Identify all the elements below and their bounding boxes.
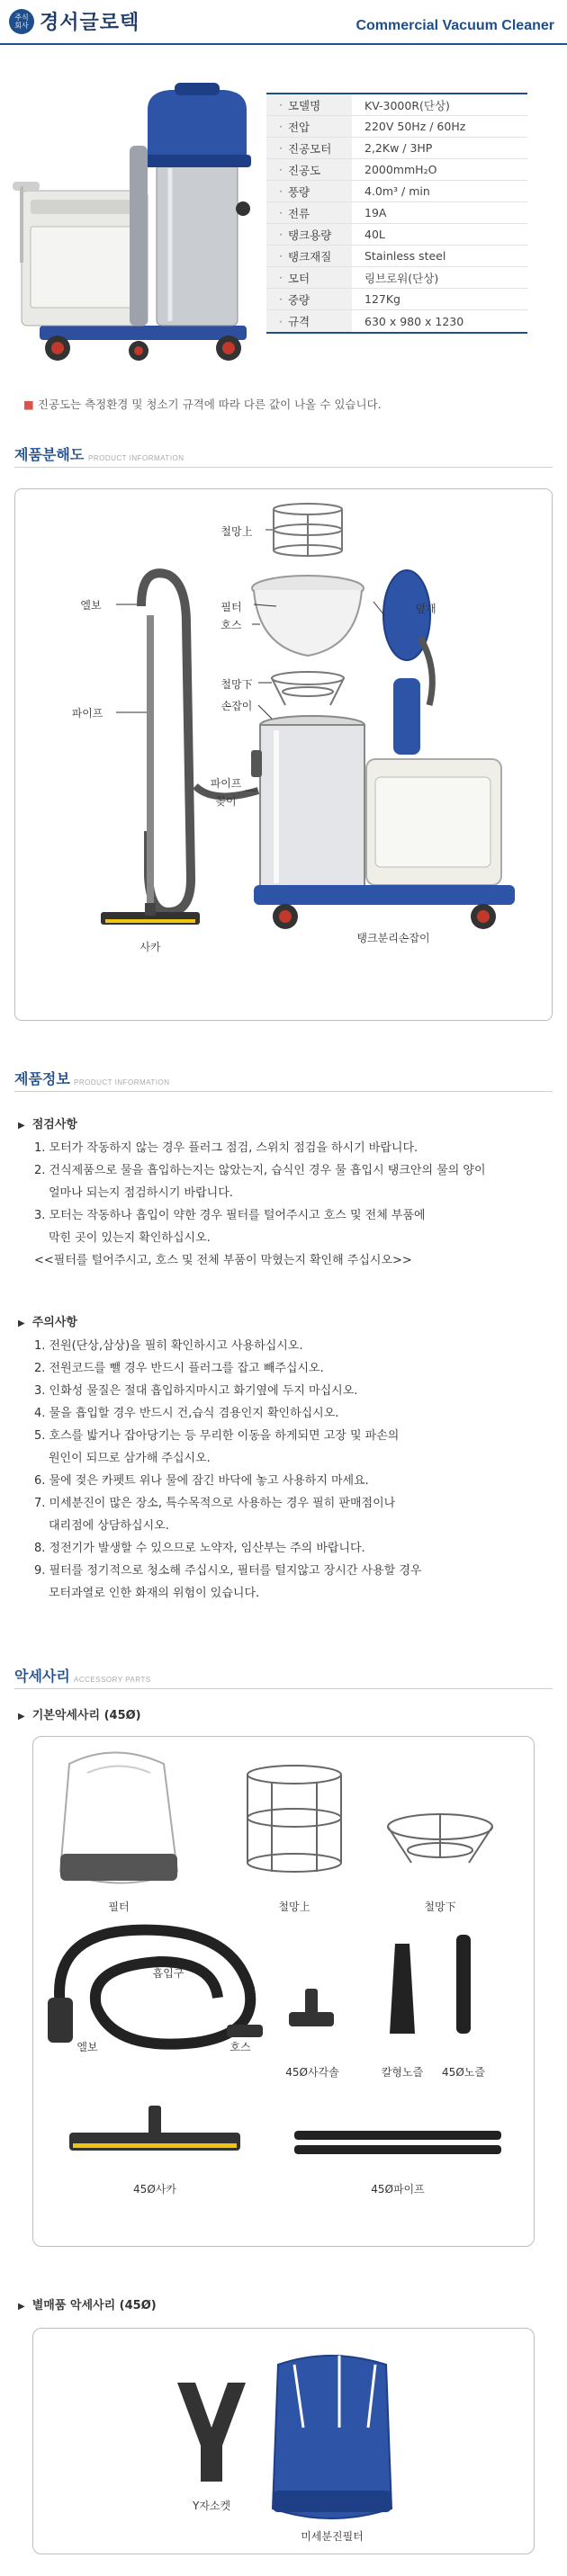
parts-section-sub: PRODUCT INFORMATION	[88, 454, 184, 462]
acc-label-knife-nozzle: 칼형노즐	[381, 2066, 424, 2079]
hose-coil-drawing	[48, 1930, 263, 2044]
list-item: 얼마나 되는지 점검하시기 바랍니다.	[49, 1186, 233, 1200]
spec-note-text: 진공도는 측정환경 및 청소기 규격에 따라 다른 값이 나올 수 있습니다.	[37, 398, 382, 411]
basic-acc-box	[32, 1736, 535, 2247]
caution-title: 주의사항	[32, 1316, 77, 1329]
check-title: 점검사항	[32, 1118, 77, 1131]
acc-label-filter: 필터	[108, 1901, 130, 1913]
label-top-cage: 철망上	[220, 525, 253, 538]
header-subtitle: Commercial Vacuum Cleaner	[356, 18, 554, 33]
y-socket-drawing	[177, 2383, 246, 2482]
list-item: 3. 인화성 물질은 절대 흡입하지마시고 화기옆에 두지 마십시오.	[34, 1384, 358, 1398]
label-elbow: 엘보	[80, 599, 102, 612]
list-item: 7. 미세분진이 많은 장소, 특수목적으로 사용하는 경우 필히 판매점이나	[34, 1497, 396, 1510]
spec-key: · 모터	[266, 267, 352, 288]
spec-value: 4.0m³ / min	[364, 184, 430, 198]
spec-row	[266, 94, 527, 116]
list-item: 1. 모터가 작동하지 않는 경우 플러그 점검, 스위치 점검을 하시기 바랍니다.	[34, 1141, 418, 1155]
list-item: 2. 전원코드를 뺄 경우 반드시 플러그를 잡고 빼주십시오.	[34, 1362, 324, 1375]
motor-box-drawing	[366, 759, 501, 885]
spec-value: 630 x 980 x 1230	[364, 314, 464, 328]
arrow-right-icon: ▶	[18, 1319, 25, 1328]
spec-key: · 전압	[266, 116, 352, 137]
spec-key: · 규격	[266, 310, 352, 332]
spec-row	[266, 310, 527, 332]
note-bullet-icon: ■	[23, 398, 34, 411]
basic-acc-title: 기본악세사리 (45Ø)	[32, 1709, 141, 1722]
company-name: 경서글로텍	[40, 12, 140, 34]
arrow-right-icon: ▶	[18, 1712, 25, 1722]
list-item: 대리점에 상담하십시오.	[49, 1519, 169, 1533]
spec-row	[266, 267, 527, 289]
label-handle: 손잡이	[220, 700, 253, 712]
spec-row	[266, 202, 527, 224]
spec-value: 2,2Kw / 3HP	[364, 141, 433, 155]
acc-label-fine-filter: 미세분진필터	[301, 2530, 364, 2543]
acc-label-pipe: 45Ø파이프	[371, 2183, 425, 2196]
label-bottom-cage: 철망下	[220, 678, 253, 691]
spec-row	[266, 224, 527, 246]
acc-section-title: 악세사리	[14, 1668, 70, 1685]
extra-acc-box	[32, 2328, 535, 2554]
list-item: 3. 모터는 작동하나 흡입이 약한 경우 필터를 털어주시고 호스 및 전체 부품에	[34, 1209, 426, 1222]
exploded-diagram	[14, 488, 553, 1021]
info-section-title: 제품정보	[14, 1070, 70, 1087]
list-item: 1. 전원(단상,삼상)을 필히 확인하시고 사용하십시오.	[34, 1339, 303, 1353]
spec-key: · 진공모터	[266, 138, 352, 158]
base-drawing	[254, 885, 515, 905]
caution-items	[34, 1335, 549, 1605]
exploded-diagram-svg	[15, 489, 554, 1022]
list-item: 막힌 곳이 있는지 확인하십시오.	[49, 1231, 211, 1245]
spec-row	[266, 246, 527, 267]
acc-label-bottom-cage: 철망下	[424, 1901, 456, 1913]
info-section-header	[14, 1069, 553, 1092]
spec-value: 127Kg	[364, 292, 400, 306]
label-pipe-inlet-1: 파이프	[210, 777, 242, 790]
check-items	[34, 1137, 549, 1272]
filter-bowl-drawing	[252, 576, 364, 656]
list-item: 9. 필터를 정기적으로 청소해 주십시오, 필터를 털지않고 장시간 사용할 경우	[34, 1564, 422, 1578]
spec-table	[266, 93, 527, 334]
acc-label-y-socket: Y자소켓	[192, 2500, 231, 2512]
product-base	[40, 326, 247, 340]
parts-section-header	[14, 444, 553, 468]
list-item: 6. 물에 젖은 카펫트 위나 물에 잠긴 바닥에 놓고 사용하지 마세요.	[34, 1474, 369, 1488]
list-item: 8. 정전기가 발생할 수 있으므로 노약자, 임산부는 주의 바랍니다.	[34, 1542, 365, 1555]
floor-nozzle-drawing	[69, 2106, 240, 2151]
acc-label-elbow: 엘보	[76, 2041, 98, 2053]
spec-key: · 진공도	[266, 159, 352, 180]
logo-badge-line2: 회사	[14, 21, 29, 30]
logo-badge-line1: 주식	[14, 13, 29, 22]
arrow-right-icon: ▶	[18, 2302, 25, 2312]
spec-key: · 중량	[266, 289, 352, 309]
spec-key: · 탱크용량	[266, 224, 352, 245]
list-item: 5. 호스를 밟거나 잡아당기는 등 무리한 이동을 하게되면 고장 및 파손의	[34, 1429, 400, 1443]
label-pipe: 파이프	[71, 707, 104, 720]
caution-list	[18, 1311, 549, 1605]
label-nozzle: 사카	[140, 941, 161, 953]
list-item: 모터과열로 인한 화재의 위험이 있습니다.	[49, 1587, 260, 1600]
spec-row	[266, 181, 527, 202]
top-cage-drawing	[274, 504, 342, 556]
spec-note	[23, 396, 382, 412]
bottom-cage-acc-drawing	[388, 1814, 492, 1863]
acc-label-nozzle: 45Ø노즐	[442, 2066, 485, 2079]
label-filter: 필터	[220, 601, 242, 613]
blue-hood	[148, 90, 247, 164]
acc-section-header	[14, 1666, 553, 1689]
company-logo	[9, 7, 140, 35]
basic-acc-header	[18, 1705, 141, 1722]
extra-acc-svg	[33, 2329, 536, 2555]
tank-drawing	[251, 716, 364, 887]
acc-label-floor-nozzle: 45Ø사카	[133, 2183, 176, 2196]
list-item: 2. 건식제품으로 물을 흡입하는지는 않았는지, 습식인 경우 물 흡입시 탱크안의 물의 양이	[34, 1164, 486, 1177]
page-header	[0, 0, 567, 45]
acc-section-sub: ACCESSORY PARTS	[74, 1676, 151, 1684]
acc-label-top-cage: 철망上	[278, 1901, 310, 1913]
spec-value: 19A	[364, 206, 387, 219]
info-section-sub: PRODUCT INFORMATION	[74, 1078, 170, 1087]
label-tank-handle: 탱크분리손잡이	[356, 932, 430, 944]
pipe-drawing	[294, 2131, 501, 2154]
filter-bag-drawing	[60, 1753, 177, 1883]
acc-label-square-brush: 45Ø사각솔	[285, 2066, 339, 2079]
extra-acc-header	[18, 2295, 157, 2312]
spec-value: 220V 50Hz / 60Hz	[364, 120, 466, 133]
spec-key: · 전류	[266, 202, 352, 223]
check-list	[18, 1114, 549, 1272]
spec-value: KV-3000R(단상)	[364, 98, 450, 112]
acc-label-hose: 호스	[230, 2041, 251, 2053]
label-hose: 호스	[220, 619, 242, 631]
knife-nozzle-drawing	[390, 1944, 415, 2034]
arrow-right-icon: ▶	[18, 1121, 25, 1131]
list-item: 원인이 되므로 삼가해 주십시오.	[49, 1452, 211, 1465]
spec-value: Stainless steel	[364, 249, 446, 263]
list-item: <<필터를 털어주시고, 호스 및 전체 부품이 막혔는지 확인해 주십시오>>	[34, 1254, 412, 1267]
spec-value: 링브로워(단상)	[364, 271, 439, 285]
spec-row	[266, 138, 527, 159]
fine-filter-drawing	[273, 2356, 392, 2518]
basic-acc-svg	[33, 1737, 536, 2248]
extra-acc-title: 별매품 악세사리 (45Ø)	[32, 2299, 157, 2312]
parts-section-title: 제품분해도	[14, 446, 85, 463]
square-brush-drawing	[289, 1989, 334, 2026]
bottom-cage-drawing	[272, 672, 344, 705]
spec-key: · 탱크재질	[266, 246, 352, 266]
spec-key: · 모델명	[266, 94, 352, 115]
spec-key: · 풍량	[266, 181, 352, 201]
label-pipe-inlet-2: 꽂이	[215, 795, 237, 808]
top-cage-acc-drawing	[248, 1766, 341, 1872]
round-nozzle-drawing	[456, 1935, 471, 2034]
product-photo	[13, 56, 256, 375]
spec-row	[266, 116, 527, 138]
spec-row	[266, 159, 527, 181]
spec-row	[266, 289, 527, 310]
logo-badge	[9, 9, 34, 34]
acc-label-inlet: 흡입구	[152, 1967, 184, 1980]
spec-value: 2000mmH₂O	[364, 163, 437, 176]
label-lid: 덮개	[415, 603, 436, 615]
lid-drawing	[383, 570, 432, 755]
list-item: 4. 물을 흡입할 경우 반드시 건,습식 겸용인지 확인하십시오.	[34, 1407, 339, 1420]
spec-value: 40L	[364, 228, 385, 241]
